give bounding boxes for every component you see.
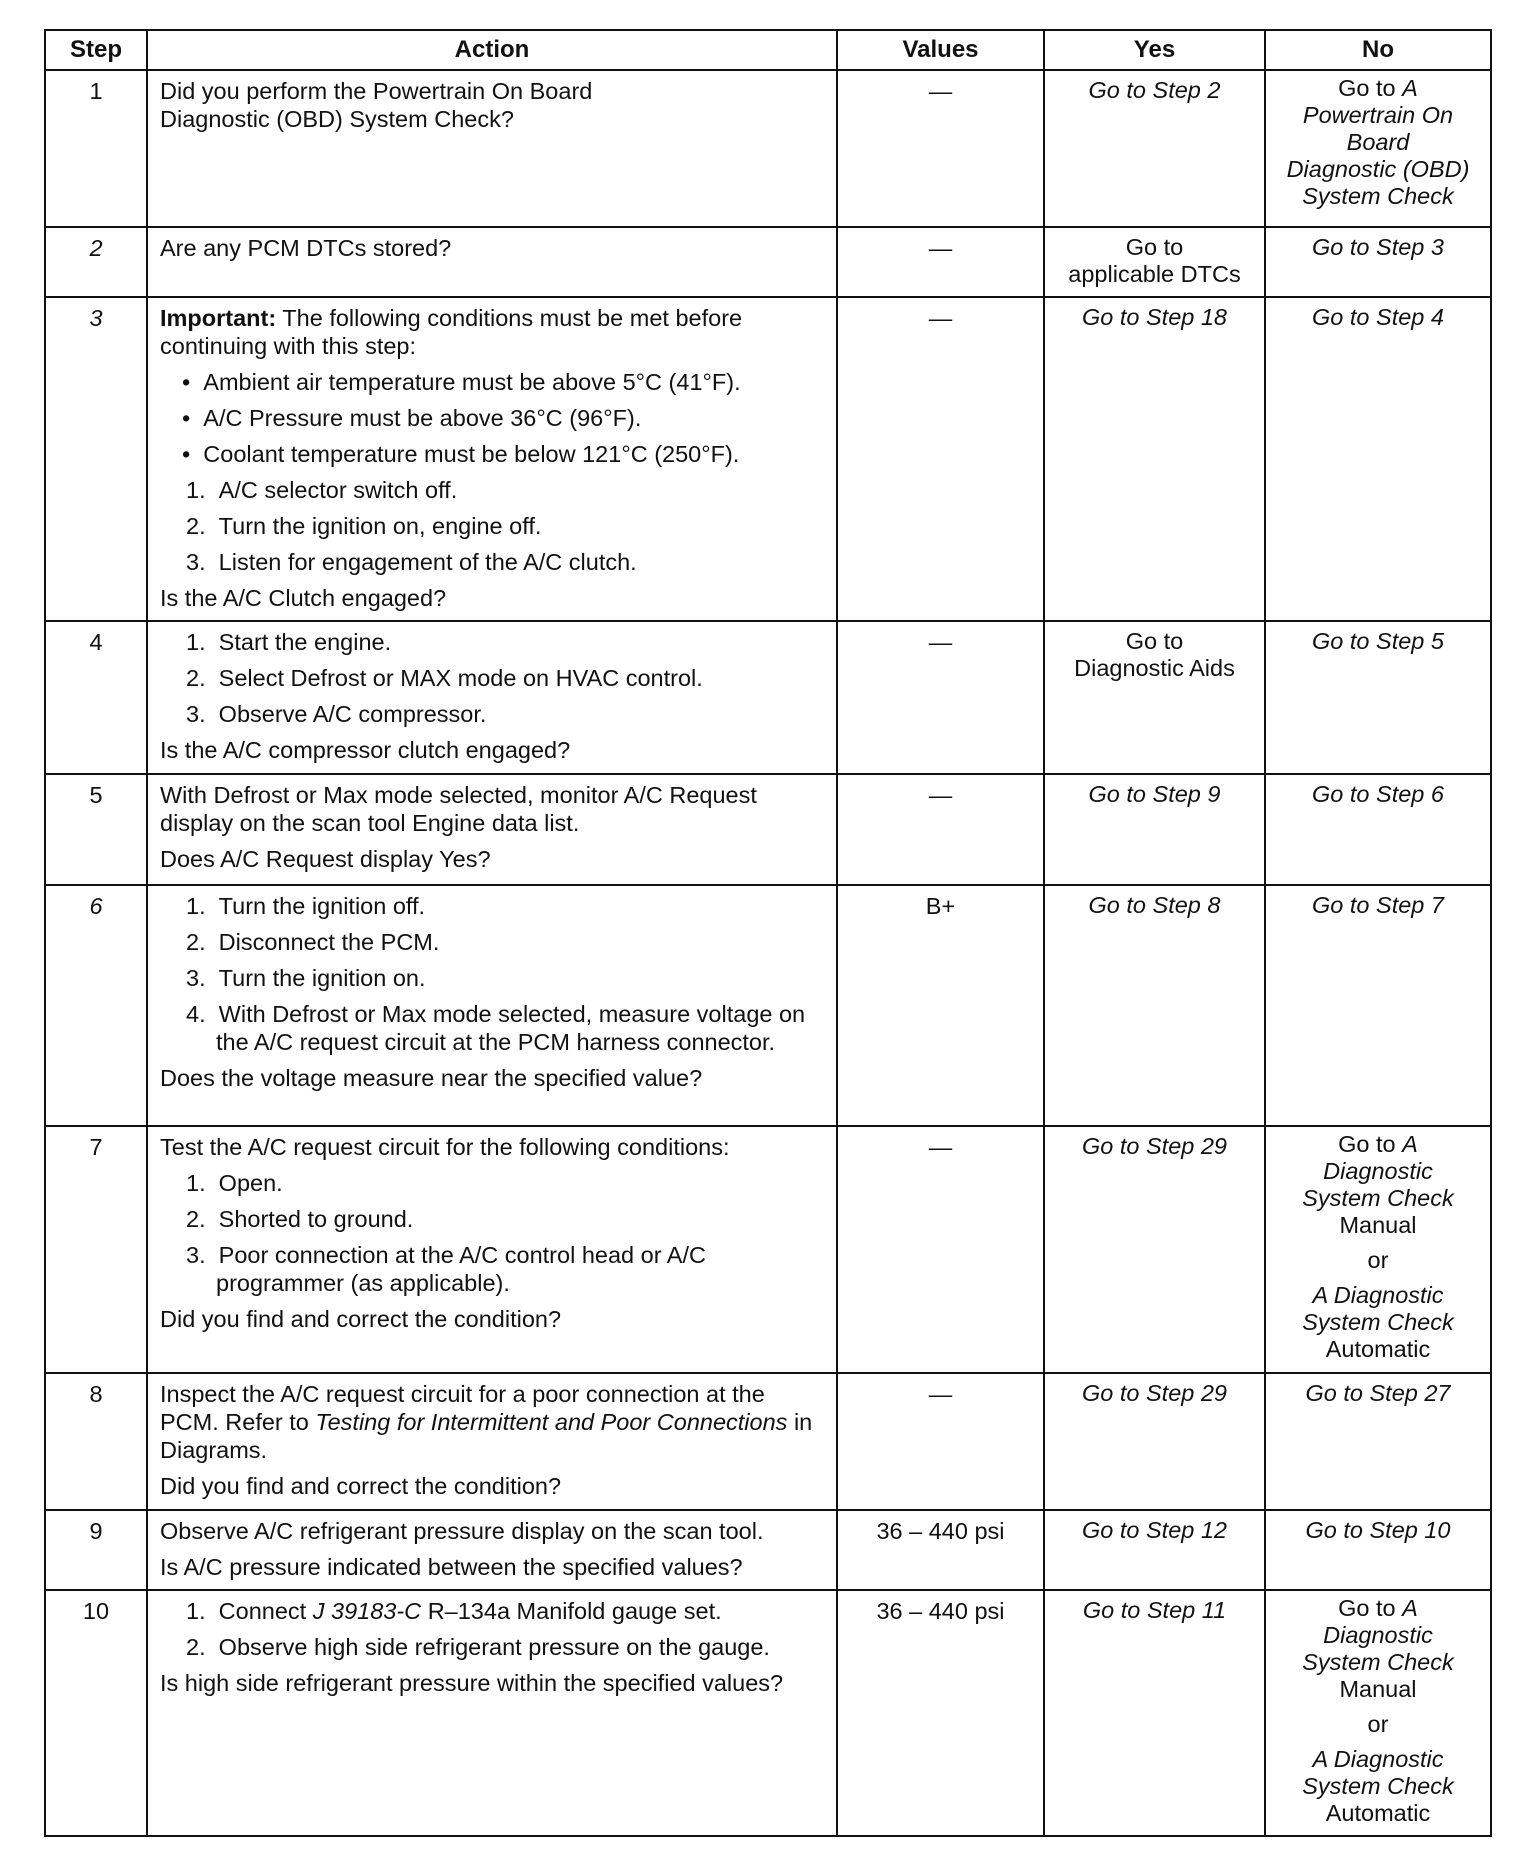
no-text: A [1402,75,1418,101]
values-cell: 36 – 440 psi [837,1590,1044,1836]
table-row [45,70,1491,227]
table-row [45,1510,1491,1590]
no-text: System Check [1302,183,1454,209]
values-cell: — [837,774,1044,885]
yes-text: Go to [1125,628,1184,654]
action-question: Did you find and correct the condition? [160,1473,562,1499]
values-cell: — [837,297,1044,621]
yes-text: Diagnostic Aids [1074,655,1235,681]
table-row [45,1373,1491,1510]
step-number: 7 [45,1126,147,1373]
important-text: The following conditions must be met before continuing with this step: [160,305,743,359]
no-text: Diagnostic [1323,1158,1433,1184]
table-row [45,885,1491,1126]
bullet-item: • Coolant temperature must be below 121°C (250°F). [182,441,740,467]
no-text: Diagnostic (OBD) [1286,156,1470,182]
no-text: System Check [1302,1649,1454,1675]
no-text: Powertrain On [1302,102,1454,128]
values-cell: — [837,1373,1044,1510]
important-note [160,304,824,360]
no-cell: Go to Step 3 [1265,227,1491,297]
no-text: A [1402,1595,1418,1621]
numbered-step: 2. Shorted to ground. [186,1206,414,1232]
no-text: Board [1346,129,1410,155]
numbered-step: 1. Open. [186,1170,283,1196]
numbered-step: 2. Disconnect the PCM. [186,929,440,955]
numbered-step: 2. Turn the ignition on, engine off. [186,513,542,539]
no-text: Go to [1338,1131,1403,1157]
action-question: Does A/C Request display Yes? [160,846,491,872]
values-cell: — [837,621,1044,774]
action-question: Is high side refrigerant pressure within the specified values? [160,1670,784,1696]
table-row [45,1126,1491,1373]
bullet-item: • A/C Pressure must be above 36°C (96°F). [182,405,642,431]
yes-cell: Go to Step 11 [1044,1590,1265,1836]
numbered-step: 2. Select Defrost or MAX mode on HVAC control. [186,665,703,691]
no-text: Go to [1338,1595,1403,1621]
no-cell: Go to Step 7 [1265,885,1491,1126]
action-text: Are any PCM DTCs stored? [160,235,452,261]
step-number: 3 [45,297,147,621]
no-cell: Go to Step 6 [1265,774,1491,885]
table-row [45,1590,1491,1836]
numbered-step: 2. Observe high side refrigerant pressure on the gauge. [186,1634,770,1660]
action-cell [147,297,837,621]
values-cell: B+ [837,885,1044,1126]
diagnostic-table [44,29,1492,1837]
important-label: Important: [160,305,277,331]
numbered-step: 3. Poor connection at the A/C control head or A/C programmer (as applicable). [186,1242,706,1296]
no-cell: Go to Step 5 [1265,621,1491,774]
no-text: System Check [1302,1773,1454,1799]
action-text: Observe A/C refrigerant pressure display on the scan tool. [160,1518,764,1544]
action-question: Is A/C pressure indicated between the specified values? [160,1554,743,1580]
table-row [45,621,1491,774]
no-cell [1265,1126,1491,1373]
no-text: System Check [1302,1309,1454,1335]
action-question: Did you find and correct the condition? [160,1306,562,1332]
header-yes: Yes [1044,30,1265,70]
no-text: Manual [1339,1212,1417,1238]
step-number: 10 [45,1590,147,1836]
no-cell [1265,70,1491,227]
header-no: No [1265,30,1491,70]
yes-cell: Go to Step 29 [1044,1373,1265,1510]
action-cell [147,1510,837,1590]
numbered-step: 1. A/C selector switch off. [186,477,458,503]
numbered-step: 4. With Defrost or Max mode selected, measure voltage on the A/C request circuit at the PCM harness connector. [186,1001,806,1055]
numbered-step: 3. Observe A/C compressor. [186,701,487,727]
step-number: 2 [45,227,147,297]
no-text: A Diagnostic [1312,1282,1444,1308]
no-text: System Check [1302,1185,1454,1211]
header-step: Step [45,30,147,70]
no-text: Go to [1338,75,1403,101]
values-cell: — [837,1126,1044,1373]
action-cell [147,1373,837,1510]
no-text: Diagnostic [1323,1622,1433,1648]
yes-text: applicable DTCs [1068,261,1241,287]
action-cell [147,227,837,297]
action-question: Is the A/C Clutch engaged? [160,585,447,611]
values-cell: — [837,227,1044,297]
step-number: 5 [45,774,147,885]
action-text: Diagnostic (OBD) System Check? [160,106,514,132]
header-row [45,30,1491,70]
action-cell [147,774,837,885]
action-cell [147,70,837,227]
action-text: Did you perform the Powertrain On Board [160,78,593,104]
yes-cell: Go to Step 8 [1044,885,1265,1126]
action-cell [147,1590,837,1836]
yes-cell [1044,621,1265,774]
no-text: A [1402,1131,1418,1157]
no-cell: Go to Step 4 [1265,297,1491,621]
numbered-step: 1. Connect J 39183-C R–134a Manifold gauge set. [186,1598,722,1624]
step-number: 1 [45,70,147,227]
no-text: A Diagnostic [1312,1746,1444,1772]
no-text: Manual [1339,1676,1417,1702]
action-text: Test the A/C request circuit for the following conditions: [160,1134,730,1160]
yes-cell: Go to Step 9 [1044,774,1265,885]
no-text: Automatic [1325,1800,1431,1826]
action-cell [147,1126,837,1373]
yes-cell: Go to Step 18 [1044,297,1265,621]
table-row [45,774,1491,885]
step-number: 4 [45,621,147,774]
no-cell: Go to Step 10 [1265,1510,1491,1590]
table-row [45,297,1491,621]
action-text: Inspect the A/C request circuit for a poor connection at the PCM. Refer to Testing for Intermittent and Poor Connections in Diagrams. [160,1381,813,1463]
table-row [45,227,1491,297]
diagnostic-table-page [44,29,1490,1826]
values-cell: — [837,70,1044,227]
yes-cell [1044,227,1265,297]
action-question: Does the voltage measure near the specified value? [160,1065,703,1091]
yes-cell: Go to Step 29 [1044,1126,1265,1373]
numbered-step: 1. Start the engine. [186,629,392,655]
numbered-step: 1. Turn the ignition off. [186,893,426,919]
action-cell [147,621,837,774]
action-cell [147,885,837,1126]
step-number: 9 [45,1510,147,1590]
numbered-step: 3. Turn the ignition on. [186,965,426,991]
action-text: With Defrost or Max mode selected, monitor A/C Request display on the scan tool Engine data list. [160,782,757,836]
yes-cell: Go to Step 2 [1044,70,1265,227]
numbered-step: 3. Listen for engagement of the A/C clutch. [186,549,637,575]
bullet-item: • Ambient air temperature must be above 5°C (41°F). [182,369,741,395]
header-action: Action [147,30,837,70]
yes-text: Go to [1125,234,1184,260]
no-cell: Go to Step 27 [1265,1373,1491,1510]
no-text: or [1367,1711,1389,1737]
step-number: 8 [45,1373,147,1510]
no-text: or [1367,1247,1389,1273]
no-cell [1265,1590,1491,1836]
no-text: Automatic [1325,1336,1431,1362]
step-number: 6 [45,885,147,1126]
header-values: Values [837,30,1044,70]
values-cell: 36 – 440 psi [837,1510,1044,1590]
yes-cell: Go to Step 12 [1044,1510,1265,1590]
action-question: Is the A/C compressor clutch engaged? [160,737,571,763]
